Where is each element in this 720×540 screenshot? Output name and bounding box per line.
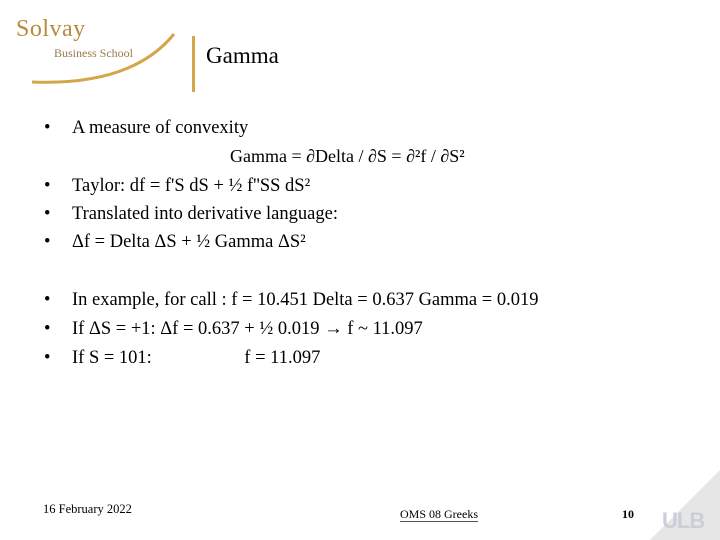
- slide-title: Gamma: [206, 43, 279, 68]
- ulb-logo: ULB: [662, 508, 705, 533]
- footer-course: OMS 08 Greeks: [400, 507, 478, 521]
- bullet-if-s: • If S = 101: f = 11.097: [44, 348, 321, 368]
- solvay-logo: [12, 16, 182, 86]
- bullet-delta-f: • Δf = Delta ΔS + ½ Gamma ΔS²: [44, 232, 306, 252]
- bullet-if-delta-s: • If ΔS = +1: Δf = 0.637 + ½ 0.019 → f ~ 11.097: [44, 319, 423, 339]
- logo-subtitle: Business School: [54, 46, 134, 60]
- bullet-convexity: • A measure of convexity: [44, 118, 249, 138]
- gamma-formula: Gamma = ∂Delta / ∂S = ∂²f / ∂S²: [230, 146, 465, 166]
- bullet-example: • In example, for call : f = 10.451 Delta = 0.637 Gamma = 0.019: [44, 290, 539, 310]
- footer-date: 16 February 2022: [43, 502, 132, 516]
- page-number: 10: [622, 507, 634, 521]
- bullet-taylor: • Taylor: df = f'S dS + ½ f''SS dS²: [44, 176, 311, 196]
- logo-name: Solvay: [16, 16, 86, 42]
- bullet-translated: • Translated into derivative language:: [44, 204, 338, 224]
- header-divider: [192, 36, 195, 92]
